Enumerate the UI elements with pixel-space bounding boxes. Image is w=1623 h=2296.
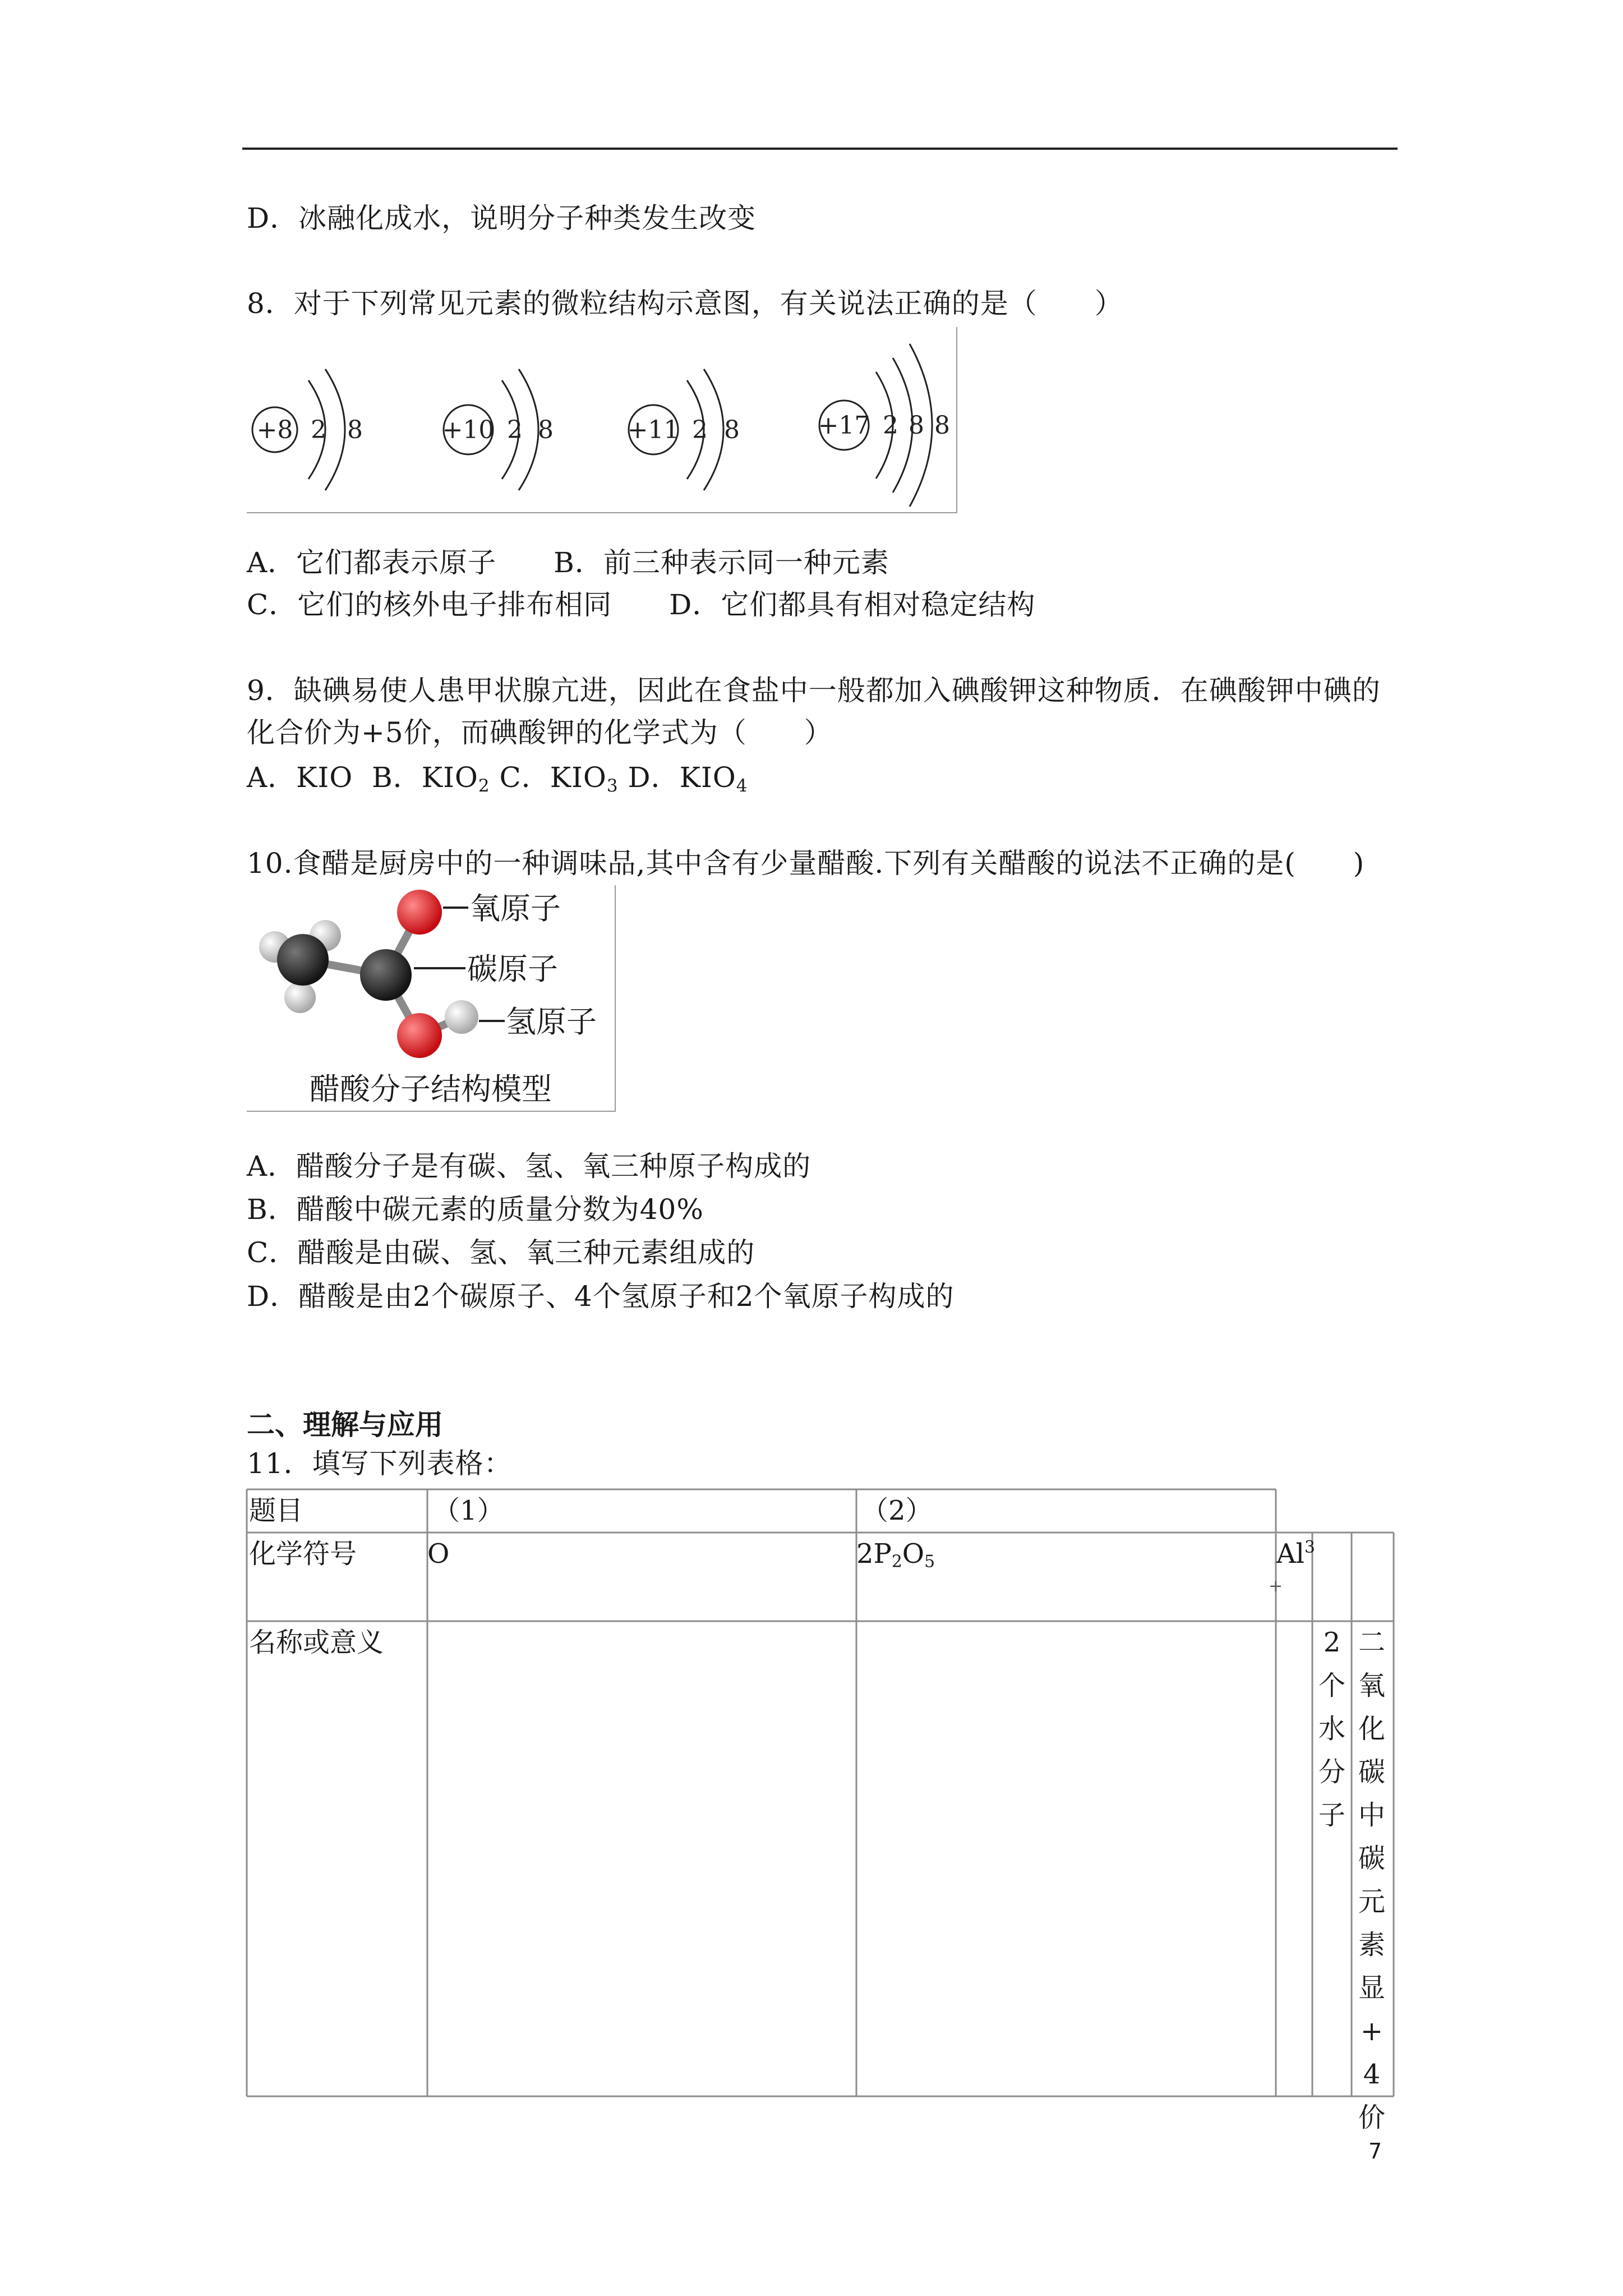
q9-option-b-subscript: 2 [478,775,490,796]
shell-count: 2 [311,416,326,444]
q9-option-c: C．KIO [499,761,607,794]
nucleus-label: +10 [442,416,495,444]
q10-option-b: B．醋酸中碳元素的质量分数为40% [247,1193,704,1226]
symbol-2p: 2P [856,1538,892,1570]
table-col2-label: （2） [861,1495,933,1526]
q9-option-d-subscript: 4 [736,775,748,796]
table-col1-label: （1） [433,1495,504,1526]
meaning-cell-water-molecules: 2个水分子 [1318,1627,1345,1831]
q10-stem: 10.食醋是厨房中的一种调味品,其中含有少量醋酸.下列有关醋酸的说法不正确的是( ) [247,847,1365,880]
symbol-o-subscript: 5 [924,1552,935,1572]
label-hydrogen-atom: 氢原子 [506,1005,597,1039]
shell-count: 8 [934,411,950,440]
shell-count: 2 [883,411,898,440]
section-heading: 二、理解与应用 [247,1409,443,1441]
symbol-al-charge: 3 [1304,1538,1315,1558]
meaning-cell-carbon-valence: 二氧化碳中碳元素显+4价 [1358,1627,1385,2133]
symbol-cell-2 [856,1533,935,1575]
shell-count: 2 [692,416,708,444]
shell-count: 8 [538,416,554,444]
table-header-label: 题目 [249,1495,303,1526]
nucleus-label: +11 [627,416,680,444]
page-number: 7 [1368,2139,1382,2164]
label-carbon-atom: 碳原子 [467,953,558,986]
q10-option-c: C．醋酸是由碳、氢、氧三种元素组成的 [247,1236,755,1269]
q9-option-d: D．KIO [628,761,736,794]
q10-option-a: A．醋酸分子是有碳、氢、氧三种原子构成的 [247,1150,811,1182]
q9-line2: 化合价为+5价，而碘酸钾的化学式为（ ） [247,716,833,749]
symbol-cell-3 [1276,1533,1315,1575]
q7-option-d: D．冰融化成水，说明分子种类发生改变 [247,202,757,234]
symbol-al: Al [1276,1538,1305,1570]
q9-line1: 9．缺碘易使人患甲状腺亢进，因此在食盐中一般都加入碘酸钾这种物质．在碘酸钾中碘的 [247,674,1381,707]
row-label-name-or-meaning: 名称或意义 [249,1627,384,1658]
q9-option-b: B．KIO [372,761,478,794]
q10-option-d: D．醋酸是由2个碳原子、4个氢原子和2个氧原子构成的 [247,1280,955,1313]
q9-option-c-subscript: 3 [606,775,619,796]
shell-count: 2 [507,416,523,444]
shell-count: 8 [909,411,924,440]
nucleus-label: +8 [256,416,293,444]
nucleus-label: +17 [818,411,870,440]
shell-count: 8 [347,416,363,444]
row-label-chemical-symbol: 化学符号 [249,1538,357,1570]
q8-options-line1: A．它们都表示原子 B．前三种表示同一种元素 [247,546,889,579]
symbol-o: O [902,1538,925,1570]
symbol-al-charge-sign: + [1269,1576,1283,1596]
figure-caption: 醋酸分子结构模型 [310,1073,552,1106]
q9-option-a: A．KIO [247,761,353,794]
label-oxygen-atom: 氧原子 [470,892,561,926]
q8-stem: 8．对于下列常见元素的微粒结构示意图，有关说法正确的是（ ） [247,287,1123,320]
q8-options-line2: C．它们的核外电子排布相同 D．它们都具有相对稳定结构 [247,588,1036,621]
shell-count: 8 [724,416,740,444]
symbol-cell-1: O [427,1538,450,1570]
q11-stem: 11．填写下列表格： [247,1447,513,1480]
symbol-2p-subscript: 2 [891,1552,902,1572]
